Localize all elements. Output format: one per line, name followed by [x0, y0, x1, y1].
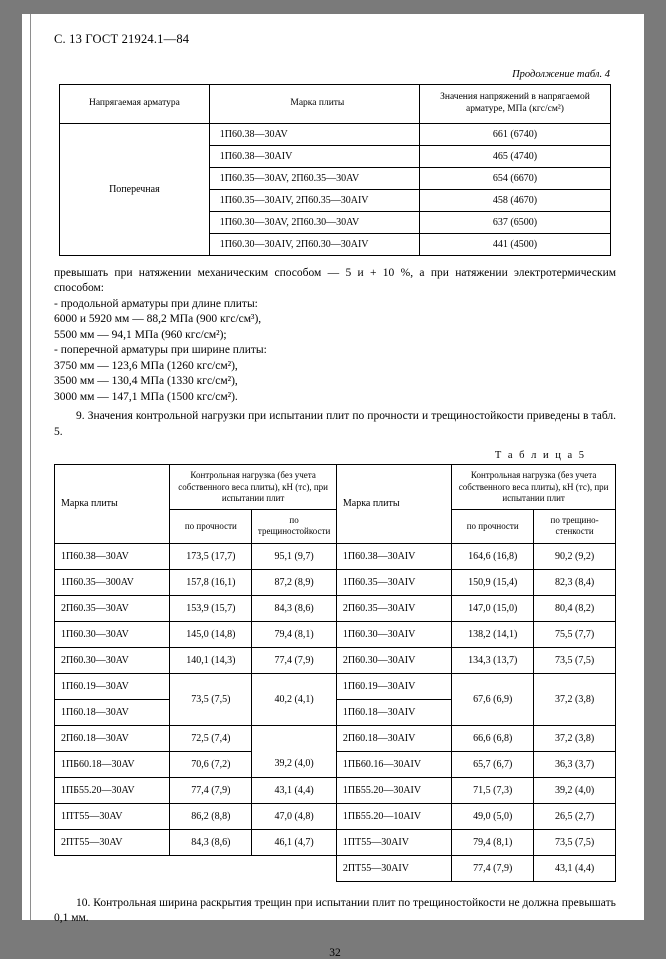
table4-cell-value: 465 (4740)	[419, 145, 610, 167]
table5-cell-strength-left: 73,5 (7,5)	[170, 673, 252, 725]
paragraph-item-9: 9. Значения контрольной нагрузки при испытании плит по прочности и трещиностойкости приведены в табл. 5.	[54, 410, 616, 438]
table5-cell-mark-right: 1П60.18—30AIV	[336, 699, 451, 725]
table-row	[55, 829, 616, 855]
table5-cell-strength-right: 150,9 (15,4)	[452, 569, 534, 595]
table5-cell-mark-left: 1ПТ55—30AV	[55, 803, 170, 829]
table5-cell-crack-left: 79,4 (8,1)	[252, 621, 337, 647]
table-row	[60, 85, 611, 124]
table5-cell-crack-right: 73,5 (7,5)	[534, 829, 616, 855]
table5-cell-crack-right: 80,4 (8,2)	[534, 595, 616, 621]
table4-cell-value: 654 (6670)	[419, 167, 610, 189]
table5-cell-mark-left: 1П60.35—300AV	[55, 569, 170, 595]
table5-cell-mark-right: 1П60.19—30AIV	[336, 673, 451, 699]
paragraph-cross-1: 3750 мм — 123,6 МПа (1260 кгс/см²),	[54, 359, 238, 372]
table5-cell-strength-right: 138,2 (14,1)	[452, 621, 534, 647]
table5-cell-crack-right: 37,2 (3,8)	[534, 673, 616, 725]
table5-cell-strength-left: 70,6 (7,2)	[170, 751, 252, 777]
table5-cell-mark-left: 2ПТ55—30AV	[55, 829, 170, 855]
table5-cell-crack-right: 73,5 (7,5)	[534, 647, 616, 673]
table5-cell-strength-left: 140,1 (14,3)	[170, 647, 252, 673]
table5-cell-strength-left: 157,8 (16,1)	[170, 569, 252, 595]
table-row	[55, 595, 616, 621]
paragraph-longitudinal: - продольной арматуры при длине плиты:	[54, 297, 258, 310]
table4-cell-mark: 1П60.30—30AIV, 2П60.30—30AIV	[209, 233, 419, 255]
table5-cell-strength-left: 72,5 (7,4)	[170, 725, 252, 751]
table5-cell-mark-left: 2П60.35—30AV	[55, 595, 170, 621]
table5-cell-crack-right: 39,2 (4,0)	[534, 777, 616, 803]
table5-cell-mark-right: 2П60.18—30AIV	[336, 725, 451, 751]
table5-cell-strength-right: 67,6 (6,9)	[452, 673, 534, 725]
table5-cell-mark-right: 1П60.38—30AIV	[336, 543, 451, 569]
table5-cell-strength-right: 134,3 (13,7)	[452, 647, 534, 673]
table5-cell-strength-left: 77,4 (7,9)	[170, 777, 252, 803]
page-number: 32	[329, 946, 341, 959]
table4-continuation-label: Продолжение табл. 4	[512, 69, 610, 80]
paragraph-cross-2: 3500 мм — 130,4 МПа (1330 кгс/см²),	[54, 375, 238, 388]
table5-header-load-left: Контрольная нагрузка (без учета собственного веса плиты), кН (тс), при испытании плит	[170, 465, 336, 510]
table5-cell-mark-left: 1П60.19—30AV	[55, 673, 170, 699]
table5-cell-crack-left: 39,2 (4,0)	[252, 751, 337, 777]
table5-subheader-crack-right: по трещино- стенкости	[534, 510, 616, 544]
table5-cell-strength-right: 79,4 (8,1)	[452, 829, 534, 855]
table5-cell-crack-left: 87,2 (8,9)	[252, 569, 337, 595]
table-row	[55, 465, 616, 510]
table-row	[55, 647, 616, 673]
table5-cell-strength-left: 173,5 (17,7)	[170, 543, 252, 569]
table-4	[59, 84, 611, 256]
table4-cell-value: 637 (6500)	[419, 211, 610, 233]
table5-cell-crack-left: 46,1 (4,7)	[252, 829, 337, 855]
body-text-block	[54, 266, 616, 441]
table5-cell-crack-left: 40,2 (4,1)	[252, 673, 337, 725]
table5-cell-mark-right: 2П60.35—30AIV	[336, 595, 451, 621]
table5-subheader-strength-left: по прочности	[170, 510, 252, 544]
table5-cell-strength-right: 66,6 (6,8)	[452, 725, 534, 751]
table-row	[55, 621, 616, 647]
table5-cell-strength-right: 71,5 (7,3)	[452, 777, 534, 803]
paragraph-cross-3: 3000 мм — 147,1 МПа (1500 кгс/см²).	[54, 390, 238, 403]
table5-cell-strength-left: 145,0 (14,8)	[170, 621, 252, 647]
table5-cell-crack-left: 84,3 (8,6)	[252, 595, 337, 621]
paragraph-intro: превышать при натяжении механическим способом — 5 и + 10 %, а при натяжении электротермическим способом:	[54, 266, 616, 295]
table5-cell-mark-left: 2П60.18—30AV	[55, 725, 170, 751]
table5-cell-strength-left: 86,2 (8,8)	[170, 803, 252, 829]
table-row	[55, 777, 616, 803]
table5-header-mark-left: Марка плиты	[55, 465, 170, 543]
table-row	[55, 673, 616, 699]
table4-cell-mark: 1П60.35—30AV, 2П60.35—30AV	[209, 167, 419, 189]
document-page	[22, 14, 644, 959]
table5-cell-crack-right: 26,5 (2,7)	[534, 803, 616, 829]
paragraph-item-10: 10. Контрольная ширина раскрытия трещин при испытании плит по трещиностойкости не должна превышать 0,1 мм.	[54, 896, 616, 925]
table5-header-mark-right: Марка плиты	[336, 465, 451, 543]
table5-cell-mark-left: 2П60.30—30AV	[55, 647, 170, 673]
table5-cell-strength-left: 84,3 (8,6)	[170, 829, 252, 855]
table5-cell-mark-right: 1ПБ60.16—30AIV	[336, 751, 451, 777]
table5-cell-mark-left: 1П60.38—30AV	[55, 543, 170, 569]
table4-cell-mark: 1П60.38—30AV	[209, 123, 419, 145]
table5-cell-mark-right: 1ПТ55—30AIV	[336, 829, 451, 855]
table5-cell-crack-right: 43,1 (4,4)	[534, 855, 616, 881]
table5-cell-crack-left: 43,1 (4,4)	[252, 777, 337, 803]
table5-cell-crack-left	[252, 725, 337, 751]
table-row	[55, 569, 616, 595]
table-row	[55, 855, 616, 881]
table5-cell-crack-right: 90,2 (9,2)	[534, 543, 616, 569]
table5-cell-mark-right: 2П60.30—30AIV	[336, 647, 451, 673]
table4-header-armature: Напрягаемая арматура	[60, 85, 210, 124]
paragraph-transverse: - поперечной арматуры при ширине плиты:	[54, 344, 267, 357]
table5-cell-strength-right: 147,0 (15,0)	[452, 595, 534, 621]
table4-cell-value: 458 (4670)	[419, 189, 610, 211]
table5-label: Т а б л и ц а 5	[494, 450, 586, 462]
table5-subheader-crack-left: по трещиностойкости	[252, 510, 337, 544]
table5-cell-mark-right: 1ПБ55.20—10AIV	[336, 803, 451, 829]
table5-cell-strength-right: 164,6 (16,8)	[452, 543, 534, 569]
paragraph-long-2: 5500 мм — 94,1 МПа (960 кгс/см²);	[54, 328, 227, 341]
table5-cell-crack-left: 95,1 (9,7)	[252, 543, 337, 569]
table5-cell-mark-left: 1ПБ60.18—30AV	[55, 751, 170, 777]
table5-cell-mark-right: 1П60.35—30AIV	[336, 569, 451, 595]
table5-cell-strength-left: 153,9 (15,7)	[170, 595, 252, 621]
table5-subheader-strength-right: по прочности	[452, 510, 534, 544]
table4-cell-mark: 1П60.30—30AV, 2П60.30—30AV	[209, 211, 419, 233]
table5-cell-mark-left: 1П60.18—30AV	[55, 699, 170, 725]
table4-header-value: Значения напряжений в напрягаемой арматуре, МПа (кгс/см²)	[419, 85, 610, 124]
table5-cell-strength-right: 65,7 (6,7)	[452, 751, 534, 777]
table5-cell-mark-right: 1ПБ55.20—30AIV	[336, 777, 451, 803]
table5-header-load-right: Контрольная нагрузка (без учета собственного веса плиты), кН (тс), при испытании плит	[452, 465, 616, 510]
table4-cell-value: 661 (6740)	[419, 123, 610, 145]
table-5	[54, 464, 616, 881]
table5-cell-mark-right: 1П60.30—30AIV	[336, 621, 451, 647]
table5-cell-crack-left: 77,4 (7,9)	[252, 647, 337, 673]
table4-cell-value: 441 (4500)	[419, 233, 610, 255]
table-row	[55, 725, 616, 751]
table5-cell-mark-left: 1ПБ55.20—30AV	[55, 777, 170, 803]
table4-group-label: Поперечная	[60, 123, 210, 255]
table5-cell-mark-left: 1П60.30—30AV	[55, 621, 170, 647]
table5-cell-strength-right: 77,4 (7,9)	[452, 855, 534, 881]
table5-cell-strength-right: 49,0 (5,0)	[452, 803, 534, 829]
table-row	[55, 751, 616, 777]
table5-cell-crack-right: 75,5 (7,7)	[534, 621, 616, 647]
table-row	[55, 803, 616, 829]
table5-cell-crack-left: 47,0 (4,8)	[252, 803, 337, 829]
table5-cell-crack-right: 37,2 (3,8)	[534, 725, 616, 751]
table-row	[55, 543, 616, 569]
table5-cell-crack-right: 82,3 (8,4)	[534, 569, 616, 595]
table5-cell-crack-right: 36,3 (3,7)	[534, 751, 616, 777]
table4-cell-mark: 1П60.38—30AIV	[209, 145, 419, 167]
paragraph-long-1: 6000 и 5920 мм — 88,2 МПа (900 кгс/см³),	[54, 313, 262, 326]
table4-cell-mark: 1П60.35—30AIV, 2П60.35—30AIV	[209, 189, 419, 211]
table4-header-mark: Марка плиты	[209, 85, 419, 124]
table5-cell-mark-right: 2ПТ55—30AIV	[336, 855, 451, 881]
table-row	[60, 123, 611, 145]
page-header: С. 13 ГОСТ 21924.1—84	[54, 32, 190, 46]
